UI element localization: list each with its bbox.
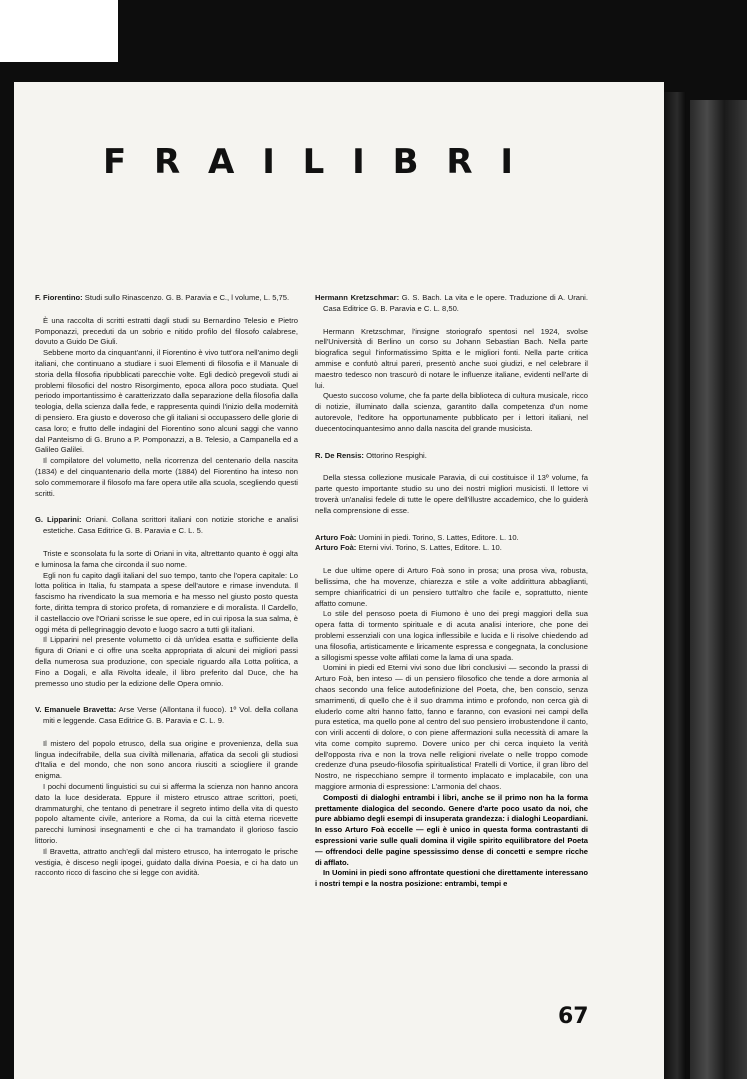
review-foa (315, 533, 588, 891)
review-lipparini (35, 515, 298, 689)
review-heading (315, 533, 588, 544)
review-reference: Studi sullo Rinascenzo. G. B. Paravia e C., l volume, L. 5,75. (84, 293, 290, 302)
review-bravetta (35, 705, 298, 879)
review-author: G. Lipparini: (35, 515, 82, 525)
review-heading (35, 705, 298, 727)
title-letter: I (352, 142, 365, 182)
title-letter: I (262, 142, 275, 182)
review-reference: G. S. Bach. La vita e le opere. Traduzione di A. Urani. Casa Editrice G. B. Paravia e C. L. 8,50. (323, 293, 588, 313)
review-paragraph: Le due ultime opere di Arturo Foà sono in prosa; una prosa viva, robusta, bellissima, che ha movenze, chiarezza e stile a volte addirittura abbaglianti, sempre chiarificatrici di un pensiero tutt'altro che facile e, soprattutto, niente affatto comune. (315, 566, 588, 608)
review-kretzschmar (315, 293, 588, 435)
review-paragraph: Il Bravetta, attratto anch'egli dal mistero etrusco, ha interrogato le prische vestigia, è disceso negli ipogei, guidato dalla divina Poesia, e ci ha dato un racconto ricco di fascino che si legge con avidità. (35, 846, 298, 878)
review-de-rensis (315, 451, 588, 517)
left-column (35, 293, 298, 895)
review-paragraph: Il mistero del popolo etrusco, della sua origine e provenienza, della sua lingua indecifrabile, della sua civiltà millenaria, affatica da secoli gli studiosi d'Italia e del mondo, che non sono ancora riusciti a sciogliere il grande enigma. (35, 738, 298, 781)
page-title (103, 142, 513, 182)
title-letter: R (446, 142, 473, 182)
right-column (315, 293, 588, 906)
review-author: Arturo Foà: (315, 543, 357, 553)
review-author: Hermann Kretzschmar: (315, 293, 400, 302)
review-reference: Oriani. Collana scrittori italiani con notizie storiche e analisi estetiche. Casa Editrice G. B. Paravia e C. L. 5. (43, 515, 299, 536)
review-paragraph: Triste e sconsolata fu la sorte di Oriani in vita, altrettanto quanto è oggi alta e luminosa la fama che circonda il suo nome. (35, 548, 298, 569)
review-paragraph: È una raccolta di scritti estratti dagli studi su Bernardino Telesio e Pietro Pomponazzi, preceduti da un sobrio e nitido profilo del filosofo calabrese, dovuto a Guido De Giuli. (35, 315, 298, 347)
adjacent-pages-edge (690, 100, 747, 1079)
review-author: R. De Rensis: (315, 450, 364, 460)
review-heading (315, 451, 588, 462)
top-white-margin (0, 0, 118, 62)
review-author: F. Fiorentino: (35, 293, 83, 302)
review-paragraph: Il compilatore del volumetto, nella ricorrenza del centenario della nascita (1834) e del cinquantenario della morte (1884) del Fiorentino ha inteso non solo commemorare il filosofo ma fare opera utile alla scuola, scegliendo questi scritti. (35, 456, 298, 498)
review-reference: Arse Verse (Allontana il fuoco). 1º Vol. della collana miti e leggende. Casa Editrice G. B. Paravia e C. L. 9. (43, 705, 298, 726)
review-paragraph: Questo succoso volume, che fa parte della biblioteca di cultura musicale, ricco di notizie, illuminato dalla scienza, garantito dalla competenza d'un nome autorevole, l'editore ha opportunamente pubblicato per i lettori italiani, nel duecentocinquantesimo anno dalla nascita del grande musicista. (315, 391, 588, 433)
review-reference: Uomini in piedi. Torino, S. Lattes, Editore. L. 10. (358, 532, 519, 542)
title-letter: I (500, 142, 513, 182)
review-paragraph: In Uomini in piedi sono affrontate questioni che direttamente interessano i nostri tempi e la nostra posizione: entrambi, tempi e (315, 868, 588, 889)
title-letter: A (208, 142, 235, 182)
review-paragraph: Composti di dialoghi entrambi i libri, anche se il primo non ha la forma prettamente dialogica del secondo. Genere d'arte poco usato da noi, che pure abbiamo degli esempi di insuperata grandezza: i dialoghi Leopardiani. In esso Arturo Foà eccelle — egli è unico in questa forma contrastanti di espressioni varie sulle quali domina il vigile spirito equilibratore del Poeta — offrendoci delle pagine spessissimo dense di concetti e sempre ricche di afflato. (315, 792, 588, 867)
review-paragraph: Della stessa collezione musicale Paravia, di cui costituisce il 13º volume, fa parte questo importante studio su uno dei nostri migliori musicisti. Il lettore vi troverà un'analisi fedele di tutte le opere dell'illustre accademico, che lo guiderà nella comprensione di esse. (315, 473, 588, 515)
review-reference: Ottorino Respighi. (366, 450, 427, 460)
review-author: Arturo Foà: (315, 532, 357, 542)
title-letter: B (392, 142, 419, 182)
page-number: 67 (558, 1004, 589, 1029)
title-letter: F (103, 142, 127, 182)
review-author: V. Emanuele Bravetta: (35, 705, 117, 715)
review-reference: Eterni vivi. Torino, S. Lattes, Editore. L. 10. (358, 543, 502, 553)
page-shadow-edge (664, 92, 686, 1079)
review-paragraph: Hermann Kretzschmar, l'insigne storiografo spentosi nel 1924, svolse nell'Università di Berlino un corso su Johann Sebastian Bach. Nella parte biografica seguì l'informatissimo Spitta e le migliori fonti. Nella parte critica ammise e confutò altrui pareri, presentò anche suoi giudizi, e nel celebrare il maestro tedesco non trascurò di notare le influenze italiane, evidenti nell'arte di lui. (315, 326, 588, 390)
review-fiorentino (35, 293, 298, 499)
review-heading (315, 293, 588, 315)
title-letter: R (154, 142, 181, 182)
review-paragraph: Uomini in piedi ed Eterni vivi sono due libri conclusivi — secondo la prassi di Arturo Foà, ben inteso — di un pensiero filosofico che tende a dore armonia al chaos secondo una felice autodefinizione del Poeta, che, ben conscio, senza smarrimenti, di quello che è il suo dramma intimo e profondo, non cerca già di eluderlo come altri hanno fatto, fanno e faranno, con evasioni nei campi della pura estetica, ma quello pone al centro del suo pensiero irrobustendone il canto, con virili accenti di dolore, o con piene affermazioni sulla necessità di amare la vita come compito supremo. Dovere unico per chi cerca inquieto la verità dell'opposta riva e non la trova nelle religioni rivelate o nelle troppo comode credenze d'una pseudo-filosofia spiritualistica! Fratelli di Vortice, il gran libro del Nostro, ne rispecchiano sempre il tormento implacato e implacabile, con una maggiore armonia di espressione: L'armonia del chaos. (315, 663, 588, 792)
review-paragraph: Sebbene morto da cinquant'anni, il Fiorentino è vivo tutt'ora nell'animo degli italiani, che continuano a studiare i suoi Elementi di filosofia e il Manuale di storia della filosofia ripubblicati parecchie volte. Egli dedicò pregevoli studi ai problemi filosofici del nostro Risorgimento, epoca allora poco studiata. Quel periodo importantissimo è caratterizzato dalla separazione della filosofia dalla teologia, della scienza dalla fede, e rappresenta quindi l'inizio della modernità di pensiero. Era giusto e doveroso che gli italiani si occupassero delle glorie di casa loro; e frutto delle indagini del Fiorentino sono alcuni saggi che vanno dal Panteismo di G. Bruno a P. Pomponazzi, a B. Telesio, a Campanella ed a Galileo Galilei. (35, 348, 298, 455)
review-paragraph: I pochi documenti linguistici su cui si afferma la scienza non hanno ancora dato la luce desiderata. Eppure il mistero etrusco attrae scrittori, poeti, drammaturghi, che tentano di penetrare il segreto intimo della vita di questo popolo altamente civile, anteriore a Roma, da cui la città eterna ricevette parecchi luminosi insegnamenti e che ci ha tramandato il glorioso fascio littorio. (35, 782, 298, 846)
review-heading (35, 515, 298, 537)
review-paragraph: Il Lipparini nel presente volumetto ci dà un'idea esatta e sufficiente della figura di Oriani e ci offre una scelta appropriata di alcuni dei migliori passi della numerosa sua produzione, con speciale riguardo alla Lotta politica, a Fino a Dogali, e alla Rivolta ideale, il libro preferito dal Duce, che ha premesso uno studio per la edizione delle Opera omnio. (35, 635, 298, 688)
review-paragraph: Lo stile del pensoso poeta di Fiumono è uno dei pregi maggiori della sua opera fatta di tormento spirituale e di acuta analisi interiore, che pone dei problemi essenziali con una logica inflessibile e lucida e li risolve chiedendo ad una filosofia, artisticamente e liricamente espressa e congegnata, la conclusione a sillogismi spesse volte affilati come la lama di una spada. (315, 609, 588, 662)
review-heading (315, 543, 588, 554)
title-letter: L (302, 142, 325, 182)
review-paragraph: Egli non fu capito dagli italiani del suo tempo, tanto che l'opera capitale: Lo lotta politica in Italia, fu stampata a spese dell'autore e rimase invenduta. Il fascismo ha rivendicato la sua memoria e ha messo nel giusto posto questa forte, diritta tempra di storico profeta, di romanziere e di moralista. Il Cardello, il castellaccio ove l'Oriani scrisse le sue opere, ed in cui riposa la sua salma, è oggi méta di pellegrinaggio devoto e luogo sacro a tutti gli italiani. (35, 570, 298, 634)
review-heading (35, 293, 298, 304)
